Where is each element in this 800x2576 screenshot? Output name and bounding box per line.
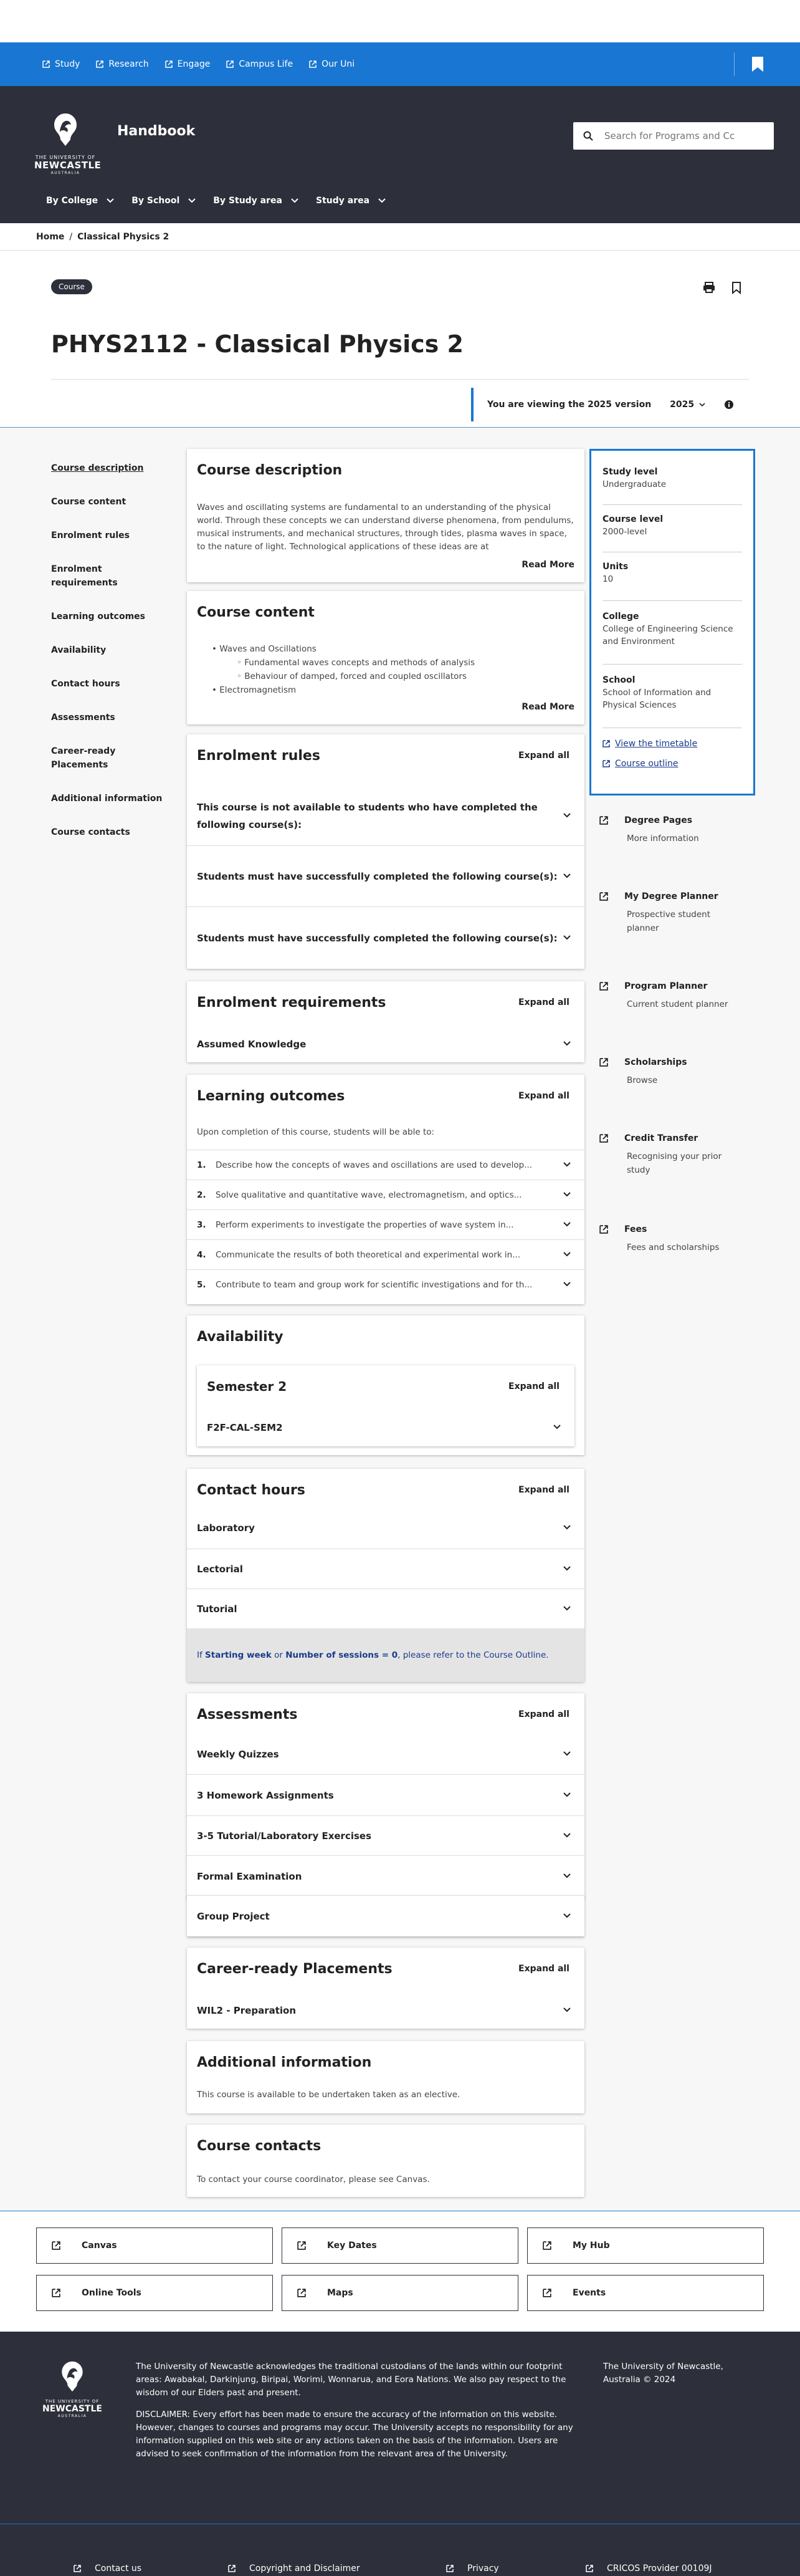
outcome-item[interactable] xyxy=(187,1180,584,1209)
related-desc: Prospective student planner xyxy=(627,910,710,933)
util-link-engage[interactable] xyxy=(165,59,211,69)
section-heading: Contact hours xyxy=(197,1483,305,1498)
footer-link-copyright[interactable] xyxy=(228,2564,360,2574)
assessments-card xyxy=(187,1693,584,1899)
external-link-icon xyxy=(165,60,173,68)
breadcrumb xyxy=(0,223,800,251)
search-box[interactable] xyxy=(573,122,774,150)
accordion-item[interactable] xyxy=(187,1992,584,2029)
related-desc: Browse xyxy=(627,1075,658,1085)
expand-all-button[interactable]: Expand all xyxy=(518,751,569,761)
section-heading: Course contacts xyxy=(197,2138,321,2154)
section-heading: Course description xyxy=(197,463,343,478)
copyright-text: The University of Newcastle, Australia © 2024 xyxy=(603,2362,723,2385)
chevron-down-icon xyxy=(563,1222,571,1227)
outcome-item[interactable] xyxy=(187,1209,584,1239)
accordion-label: Group Project xyxy=(197,1911,270,1922)
additional-text: This course is available to be undertaken taken as an elective. xyxy=(197,2090,460,2100)
learning-outcomes-card xyxy=(187,1075,584,1304)
nav-label: By Study area xyxy=(213,196,282,206)
top-spacer xyxy=(0,0,800,42)
read-more-button[interactable]: Read More xyxy=(521,702,574,712)
footer-link-label: Contact us xyxy=(95,2564,142,2574)
related-link-credit-transfer[interactable] xyxy=(599,1133,755,1177)
fact-value: School of Information and Physical Sciences xyxy=(602,688,712,710)
external-link-icon xyxy=(543,2289,551,2297)
external-link-icon xyxy=(602,740,610,747)
list-item: • Electromagnetism xyxy=(212,685,297,695)
chevron-down-icon xyxy=(291,198,298,203)
nav-study-area[interactable] xyxy=(316,196,386,206)
chevron-down-icon xyxy=(563,1873,571,1878)
related-desc: Recognising your prior study xyxy=(627,1151,722,1175)
outcome-number: 2. xyxy=(197,1189,206,1200)
accordion-item[interactable] xyxy=(197,1410,574,1445)
footer-link-cricos[interactable] xyxy=(586,2564,712,2574)
divider xyxy=(602,664,742,665)
section-heading: Assessments xyxy=(197,1707,298,1723)
outcome-text: Describe how the concepts of waves and oscillations are used to develop... xyxy=(216,1160,533,1170)
chevron-down-icon xyxy=(563,1566,571,1571)
util-link-our-uni[interactable] xyxy=(309,59,355,69)
nav-label: Study area xyxy=(315,196,370,206)
external-link-icon xyxy=(74,2565,81,2572)
section-nav-course-content[interactable]: Course content xyxy=(51,497,126,507)
version-text: You are viewing the 2025 version xyxy=(487,400,652,410)
contact-hours-card xyxy=(187,1469,584,1682)
site-title[interactable]: Handbook xyxy=(117,123,196,139)
related-link-title xyxy=(599,1224,755,1234)
chevron-down-icon xyxy=(563,1041,571,1046)
section-heading: Availability xyxy=(197,1329,283,1345)
util-link-label: Study xyxy=(55,59,80,69)
accordion-label: Laboratory xyxy=(197,1522,255,1534)
quick-link-my-hub[interactable] xyxy=(527,2228,764,2264)
quick-link-label: Online Tools xyxy=(82,2288,141,2298)
course-facts-panel xyxy=(589,449,755,795)
bookmark-icon[interactable] xyxy=(751,56,764,72)
related-title-text: Program Planner xyxy=(624,981,708,991)
quick-links xyxy=(0,2211,800,2332)
section-heading: Additional information xyxy=(197,2055,372,2070)
nav-label: By College xyxy=(46,196,98,206)
related-desc: More information xyxy=(627,834,699,843)
external-link-icon xyxy=(52,2289,60,2297)
outcome-number: 3. xyxy=(197,1219,206,1230)
accordion-label: F2F-CAL-SEM2 xyxy=(207,1422,283,1433)
chevron-down-icon xyxy=(563,1913,571,1918)
chevron-down-icon xyxy=(563,1192,571,1197)
external-link-icon xyxy=(599,816,608,825)
accordion-label: 3 Homework Assignments xyxy=(197,1789,334,1801)
quick-link-online-tools[interactable] xyxy=(36,2275,273,2311)
outcome-text: Perform experiments to investigate the properties of wave system in... xyxy=(216,1219,514,1230)
section-nav-enrolment-requirements[interactable]: Enrolment requirements xyxy=(51,564,118,588)
util-link-label: Our Uni xyxy=(321,59,355,69)
accordion-item[interactable] xyxy=(187,1815,584,1855)
section-nav-career-ready-placements[interactable]: Career-ready Placements xyxy=(51,746,116,770)
chevron-down-icon xyxy=(563,1606,571,1611)
list-item-text: Behaviour of damped, forced and coupled oscillators xyxy=(244,671,467,681)
link-label: View the timetable xyxy=(615,739,698,749)
note-text: or xyxy=(271,1650,286,1660)
quick-link-label: Maps xyxy=(327,2288,353,2298)
expand-all-button[interactable]: Expand all xyxy=(518,1485,569,1495)
section-nav-learning-outcomes[interactable]: Learning outcomes xyxy=(51,612,146,622)
nav-by-study-area[interactable] xyxy=(213,196,298,206)
accordion-label: Weekly Quizzes xyxy=(197,1749,279,1760)
related-link-title xyxy=(599,1057,755,1067)
divider xyxy=(51,379,749,380)
quick-link-label: Events xyxy=(573,2288,606,2298)
breadcrumb-home[interactable]: Home xyxy=(36,231,65,242)
util-link-label: Engage xyxy=(177,59,211,69)
external-link-icon xyxy=(226,60,234,68)
course-badge: Course xyxy=(51,279,92,294)
note-text: , please refer to the Course Outline. xyxy=(398,1650,549,1660)
accordion-label: 3-5 Tutorial/Laboratory Exercises xyxy=(197,1830,372,1842)
fact-value: Undergraduate xyxy=(602,479,667,489)
enrolment-rules-card xyxy=(187,734,584,969)
external-link-icon xyxy=(602,760,610,767)
bookmark-icon[interactable] xyxy=(731,282,741,294)
accordion-item[interactable] xyxy=(187,1507,584,1549)
view-timetable-link[interactable] xyxy=(602,739,697,749)
chevron-down-icon xyxy=(188,198,196,203)
logo-line1: THE UNIVERSITY OF xyxy=(45,2399,100,2404)
external-link-icon xyxy=(446,2565,454,2572)
university-logo[interactable] xyxy=(34,111,102,175)
section-nav-enrolment-rules[interactable]: Enrolment rules xyxy=(51,531,130,541)
related-desc: Current student planner xyxy=(627,999,728,1009)
content-list xyxy=(212,642,475,697)
external-link-icon xyxy=(52,2241,60,2250)
list-item: • Waves and Oscillations xyxy=(212,644,317,654)
outcome-item[interactable] xyxy=(187,1239,584,1269)
accordion-item[interactable] xyxy=(187,906,584,969)
chevron-down-icon xyxy=(563,1525,571,1530)
accordion-item[interactable] xyxy=(187,1855,584,1896)
contact-hours-note xyxy=(187,1628,584,1682)
fact-study-level xyxy=(602,466,742,491)
section-nav xyxy=(51,461,176,859)
external-link-icon xyxy=(297,2241,306,2250)
external-link-icon xyxy=(543,2241,551,2250)
search-icon xyxy=(583,131,593,141)
related-link-degree-pages[interactable] xyxy=(599,815,755,845)
external-link-icon xyxy=(96,60,103,68)
related-link-title xyxy=(599,815,755,825)
util-link-label: Research xyxy=(108,59,149,69)
chevron-down-icon xyxy=(378,198,386,203)
nav-label: By School xyxy=(131,196,180,206)
expand-all-button[interactable]: Expand all xyxy=(518,1964,569,1974)
semester-heading: Semester 2 xyxy=(207,1379,287,1394)
accordion-label: Tutorial xyxy=(197,1603,237,1615)
accordion-item[interactable] xyxy=(187,1734,584,1774)
quick-link-canvas[interactable] xyxy=(36,2228,273,2264)
chevron-down-icon xyxy=(563,935,571,940)
related-title-text: My Degree Planner xyxy=(624,892,718,901)
note-bold: Starting week xyxy=(205,1650,272,1660)
accordion-item[interactable] xyxy=(187,1588,584,1628)
external-link-icon xyxy=(297,2289,306,2297)
crest-icon xyxy=(49,111,82,148)
footer-logo[interactable] xyxy=(41,2359,103,2418)
link-label: Course outline xyxy=(615,759,679,769)
chevron-down-icon xyxy=(563,1252,571,1257)
external-link-icon xyxy=(599,892,608,901)
course-title-area xyxy=(0,251,800,428)
external-link-icon xyxy=(309,60,317,68)
related-link-title xyxy=(599,1133,755,1143)
quick-link-label: My Hub xyxy=(573,2241,610,2251)
fact-label: Units xyxy=(602,562,629,572)
chevron-down-icon xyxy=(563,873,571,878)
enrolment-requirements-card xyxy=(187,981,584,1062)
footer-link-contact-us[interactable] xyxy=(74,2564,141,2574)
note-bold: Number of sessions = 0 xyxy=(285,1650,398,1660)
page-title: PHYS2112 - Classical Physics 2 xyxy=(51,330,464,358)
chevron-down-icon xyxy=(699,403,705,407)
accordion-label: WIL2 - Preparation xyxy=(197,2005,297,2016)
accordion-label: This course is not available to students who have completed the following course(s): xyxy=(197,802,538,830)
disclaimer-text: DISCLAIMER: Every effort has been made to ensure the accuracy of the information on this website. However, changes to courses and programs may occur. The University accepts no responsibility for any information supplied on this web site or any actions taken on the basis of the information. Users are advised to seek confirmation of the information from the relevant area of the University. xyxy=(136,2410,573,2459)
external-link-icon xyxy=(599,1058,608,1067)
accordion-item[interactable] xyxy=(187,845,584,906)
quick-link-key-dates[interactable] xyxy=(282,2228,518,2264)
expand-all-button[interactable]: Expand all xyxy=(518,1709,569,1719)
util-link-campus-life[interactable] xyxy=(226,59,293,69)
chevron-down-icon xyxy=(563,2007,571,2012)
version-bar xyxy=(471,388,753,421)
chevron-down-icon xyxy=(563,1792,571,1797)
related-title-text: Fees xyxy=(624,1224,647,1234)
course-content-card xyxy=(187,591,584,724)
footer-link-privacy[interactable] xyxy=(446,2564,499,2574)
chevron-down-icon xyxy=(553,1425,561,1430)
info-icon[interactable] xyxy=(724,400,734,410)
outcome-text: Communicate the results of both theoretical and experimental work in... xyxy=(216,1249,521,1260)
assessment-row-card xyxy=(187,1895,584,1936)
external-link-icon xyxy=(599,1134,608,1143)
logo-line3: AUSTRALIA xyxy=(57,2414,87,2418)
crest-icon xyxy=(57,2359,88,2394)
divider xyxy=(602,600,742,601)
outcome-number: 5. xyxy=(197,1279,206,1290)
accordion-item[interactable] xyxy=(187,787,584,845)
chevron-down-icon xyxy=(563,1282,571,1287)
accordion-label: Students must have successfully completed the following course(s): xyxy=(197,870,558,882)
site-footer xyxy=(0,2332,800,2576)
related-link-title xyxy=(599,981,755,991)
course-contacts-card xyxy=(187,2125,584,2197)
fact-college xyxy=(602,610,742,648)
related-link-fees[interactable] xyxy=(599,1224,755,1254)
accordion-item[interactable] xyxy=(187,1549,584,1588)
footer-text xyxy=(136,2360,578,2461)
external-link-icon xyxy=(586,2565,593,2572)
logo-line3: AUSTRALIA xyxy=(50,170,80,175)
nav-by-college[interactable] xyxy=(46,196,114,206)
related-desc: Fees and scholarships xyxy=(627,1242,720,1252)
expand-all-button[interactable]: Expand all xyxy=(518,997,569,1007)
util-link-label: Campus Life xyxy=(239,59,293,69)
section-nav-additional-information[interactable]: Additional information xyxy=(51,794,163,804)
accordion-item[interactable] xyxy=(187,1774,584,1815)
outcome-number: 1. xyxy=(197,1160,206,1170)
fact-label: School xyxy=(602,675,636,685)
related-link-scholarships[interactable] xyxy=(599,1057,755,1087)
section-heading: Learning outcomes xyxy=(197,1089,345,1104)
related-link-title xyxy=(599,892,755,901)
related-title-text: Scholarships xyxy=(624,1057,687,1067)
outcome-item[interactable] xyxy=(187,1269,584,1299)
accordion-label: Assumed Knowledge xyxy=(197,1039,307,1050)
fact-label: Course level xyxy=(602,514,664,524)
chevron-down-icon xyxy=(563,1833,571,1838)
note-text: If xyxy=(197,1650,206,1660)
search-input[interactable] xyxy=(604,130,760,142)
divider xyxy=(602,504,742,505)
section-nav-assessments[interactable]: Assessments xyxy=(51,713,115,723)
chevron-down-icon xyxy=(107,198,114,203)
fact-value: 10 xyxy=(602,574,614,584)
contacts-text: To contact your course coordinator, please see Canvas. xyxy=(197,2175,430,2184)
fact-course-level xyxy=(602,513,742,538)
additional-information-card xyxy=(187,2041,584,2113)
main-nav xyxy=(46,196,403,206)
list-item-text: Waves and Oscillations xyxy=(219,644,317,654)
expand-all-button[interactable]: Expand all xyxy=(508,1382,560,1391)
section-nav-contact-hours[interactable]: Contact hours xyxy=(51,679,120,689)
semester-panel xyxy=(197,1365,574,1446)
utility-bar xyxy=(0,42,800,86)
chevron-down-icon xyxy=(563,813,571,818)
quick-link-label: Key Dates xyxy=(327,2241,377,2251)
related-link-program-planner[interactable] xyxy=(599,981,755,1011)
external-link-icon xyxy=(599,1225,608,1234)
print-icon[interactable] xyxy=(703,282,715,293)
list-item-text: Fundamental waves concepts and methods of analysis xyxy=(244,658,475,668)
accordion-item[interactable] xyxy=(187,1026,584,1062)
expand-all-button[interactable]: Expand all xyxy=(518,1091,569,1101)
course-description-card xyxy=(187,449,584,582)
quick-link-label: Canvas xyxy=(82,2241,117,2251)
external-link-icon xyxy=(42,60,50,68)
logo-line1: THE UNIVERSITY OF xyxy=(35,155,96,160)
footer-link-label: CRICOS Provider 00109J xyxy=(607,2564,712,2574)
quick-link-maps[interactable] xyxy=(282,2275,518,2311)
availability-card xyxy=(187,1315,584,1455)
chevron-down-icon xyxy=(563,1162,571,1167)
chevron-down-icon xyxy=(563,1751,571,1756)
list-item: ◦ Fundamental waves concepts and methods of analysis xyxy=(237,658,475,668)
divider xyxy=(734,52,735,76)
list-item-text: Electromagnetism xyxy=(219,685,297,695)
outcome-number: 4. xyxy=(197,1249,206,1260)
section-heading: Course content xyxy=(197,605,315,620)
outcome-item[interactable] xyxy=(187,1150,584,1180)
section-nav-course-contacts[interactable]: Course contacts xyxy=(51,827,130,837)
util-link-research[interactable] xyxy=(96,59,148,69)
section-nav-course-description[interactable]: Course description xyxy=(51,463,144,473)
accordion-label: Students must have successfully completed the following course(s): xyxy=(197,932,558,944)
footer-link-label: Privacy xyxy=(467,2564,499,2574)
read-more-button[interactable]: Read More xyxy=(521,560,574,570)
fact-units xyxy=(602,560,742,585)
site-header xyxy=(0,86,800,223)
section-heading: Enrolment rules xyxy=(197,748,320,764)
year-select[interactable] xyxy=(670,400,705,410)
list-item: ◦ Behaviour of damped, forced and coupled oscillators xyxy=(237,671,467,681)
quick-link-events[interactable] xyxy=(527,2275,764,2311)
related-title-text: Credit Transfer xyxy=(624,1133,698,1143)
accordion-item[interactable] xyxy=(187,1896,584,1937)
acknowledgement-text: The University of Newcastle acknowledges the traditional custodians of the lands within our footprint areas: Awabakal, Darkinjung, Biripai, Worimi, Wonnarua, and Eora Nations. We also pay respect to the wisdom of our Elders past and present. xyxy=(136,2362,566,2398)
breadcrumb-current: Classical Physics 2 xyxy=(77,231,169,242)
title-actions xyxy=(703,282,741,294)
footer-link-label: Copyright and Disclaimer xyxy=(249,2564,360,2574)
accordion-label: Formal Examination xyxy=(197,1870,302,1882)
fact-value: College of Engineering Science and Environment xyxy=(602,624,733,646)
logo-line2: NEWCASTLE xyxy=(34,160,102,171)
section-heading: Enrolment requirements xyxy=(197,995,386,1011)
outcome-text: Contribute to team and group work for scientific investigations and for th... xyxy=(216,1279,533,1290)
section-nav-availability[interactable]: Availability xyxy=(51,645,107,655)
logo-line2: NEWCASTLE xyxy=(42,2404,102,2414)
outcomes-intro: Upon completion of this course, students will be able to: xyxy=(197,1127,435,1137)
career-placements-card xyxy=(187,1948,584,2029)
accordion-label: Lectorial xyxy=(197,1563,243,1575)
course-outline-link[interactable] xyxy=(602,759,679,769)
section-heading: Career-ready Placements xyxy=(197,1961,393,1977)
fact-school xyxy=(602,674,742,711)
year-value: 2025 xyxy=(670,400,695,410)
description-text: Waves and oscillating systems are fundamental to an understanding of the physical world. Through these concepts we can understand diverse phenomena, from pendulums, musical instruments, and mechanical structures, through tides, plasma waves in space, to the nature of light. Technological applications of these ideas are at xyxy=(197,502,574,552)
breadcrumb-separator: / xyxy=(69,231,73,242)
outcome-text: Solve qualitative and quantitative wave, electromagnetism, and optics... xyxy=(216,1189,522,1200)
external-link-icon xyxy=(599,982,608,991)
fact-label: Study level xyxy=(602,467,658,477)
fact-label: College xyxy=(602,612,639,622)
nav-by-school[interactable] xyxy=(131,196,196,206)
util-link-study[interactable] xyxy=(42,59,80,69)
external-link-icon xyxy=(228,2565,236,2572)
related-title-text: Degree Pages xyxy=(624,815,693,825)
fact-value: 2000-level xyxy=(602,527,647,537)
related-link-my-degree-planner[interactable] xyxy=(599,892,755,935)
